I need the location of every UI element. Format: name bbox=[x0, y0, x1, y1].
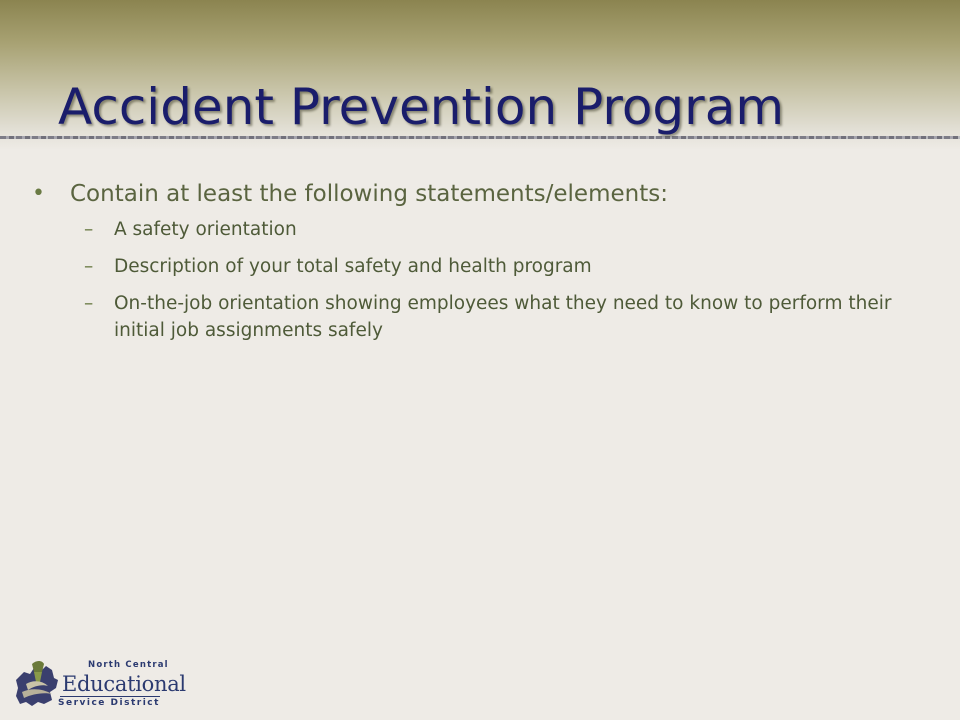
ncesd-logo bbox=[12, 658, 186, 714]
logo-line-bottom: Service District bbox=[58, 698, 160, 708]
bullet-text: Contain at least the following statements/elements: bbox=[70, 181, 668, 207]
slide-title: Accident Prevention Program bbox=[58, 78, 785, 136]
bullet-dot: • bbox=[32, 181, 45, 206]
sub-bullet-item bbox=[84, 253, 930, 280]
logo-line-mid: Educational bbox=[62, 672, 186, 696]
sub-bullet-dash: – bbox=[84, 293, 94, 314]
slide-content bbox=[30, 174, 930, 354]
sub-bullet-dash: – bbox=[84, 256, 94, 277]
sub-bullet-text: On-the-job orientation showing employees what they need to know to perform their initial job assignments safely bbox=[114, 293, 892, 341]
logo-rule bbox=[60, 696, 160, 697]
sub-bullet-text: Description of your total safety and health program bbox=[114, 256, 592, 277]
sub-bullet-text: A safety orientation bbox=[114, 219, 297, 240]
sub-bullet-list bbox=[30, 216, 930, 344]
sub-bullet-item bbox=[84, 216, 930, 243]
logo-line-top: North Central bbox=[88, 660, 169, 670]
sub-bullet-item bbox=[84, 290, 930, 344]
bullet-item bbox=[30, 174, 930, 214]
title-divider-line bbox=[0, 136, 960, 139]
sub-bullet-dash: – bbox=[84, 219, 94, 240]
